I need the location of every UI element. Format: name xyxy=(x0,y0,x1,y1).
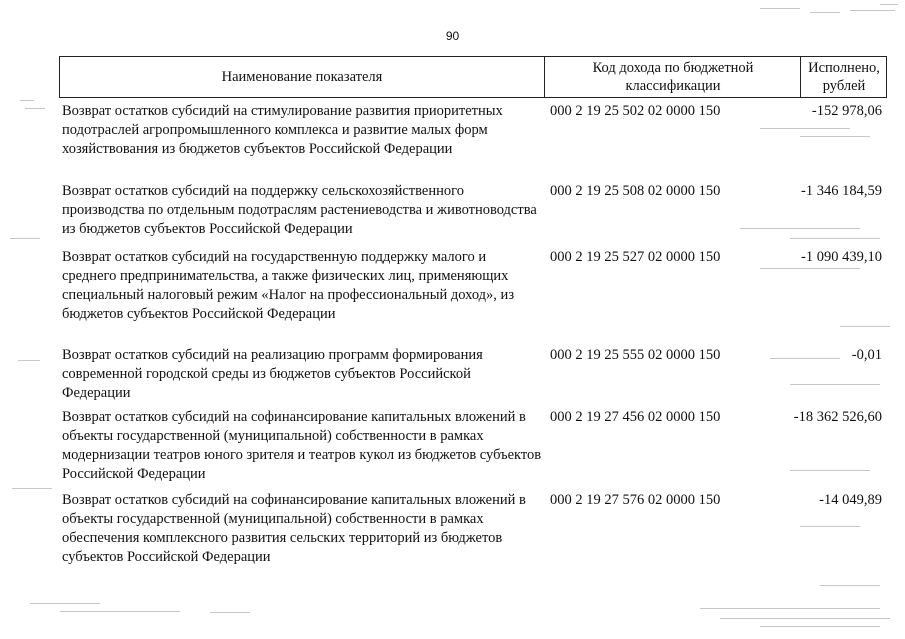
row-name: Возврат остатков субсидий на поддержку сельскохозяйственного производства по отдельным подотраслям растениеводства и животноводства из бюджетов субъектов Российской Федерации xyxy=(62,183,537,237)
header-name: Наименование показателя xyxy=(221,69,383,85)
row-value: -152 978,06 xyxy=(811,103,882,119)
row-name: Возврат остатков субсидий на государственную поддержку малого и среднего предпринимательства, а также физических лиц, применяющих специальный налоговый режим «Налог на профессиональный доход», из бюджетов субъектов Российской Федерации xyxy=(62,249,515,322)
row-code: 000 2 19 25 555 02 0000 150 xyxy=(550,347,721,363)
row-name: Возврат остатков субсидий на стимулирование развития приоритетных подотраслей агропромышленного комплекса и развитие малых форм хозяйствования из бюджетов субъектов Российской Федерации xyxy=(62,103,503,157)
row-value: -18 362 526,60 xyxy=(793,409,882,425)
row-code: 000 2 19 27 456 02 0000 150 xyxy=(550,409,721,425)
header-executed: Исполнено, рублей xyxy=(800,57,887,97)
page-number: 90 xyxy=(445,29,460,43)
row-code: 000 2 19 25 527 02 0000 150 xyxy=(550,249,721,265)
row-value: -14 049,89 xyxy=(819,492,882,508)
row-code: 000 2 19 27 576 02 0000 150 xyxy=(550,492,721,508)
header-code: Код дохода по бюджетной классификации xyxy=(544,57,801,97)
row-value: -1 090 439,10 xyxy=(801,249,882,265)
row-name: Возврат остатков субсидий на реализацию программ формирования современной городской среды из бюджетов субъектов Российской Федерации xyxy=(62,347,483,401)
row-code: 000 2 19 25 508 02 0000 150 xyxy=(550,183,721,199)
row-code: 000 2 19 25 502 02 0000 150 xyxy=(550,103,721,119)
row-value: -1 346 184,59 xyxy=(801,183,882,199)
row-name: Возврат остатков субсидий на софинансирование капитальных вложений в объекты государственной (муниципальной) собственности в рамках модернизации театров юного зрителя и театров кукол из бюджетов субъектов Российской Федерации xyxy=(62,409,542,482)
row-name: Возврат остатков субсидий на софинансирование капитальных вложений в объекты государственной (муниципальной) собственности в рамках обеспечения комплексного развития сельских территорий из бюджетов субъектов Российской Федерации xyxy=(62,492,526,565)
row-value: -0,01 xyxy=(851,347,882,363)
